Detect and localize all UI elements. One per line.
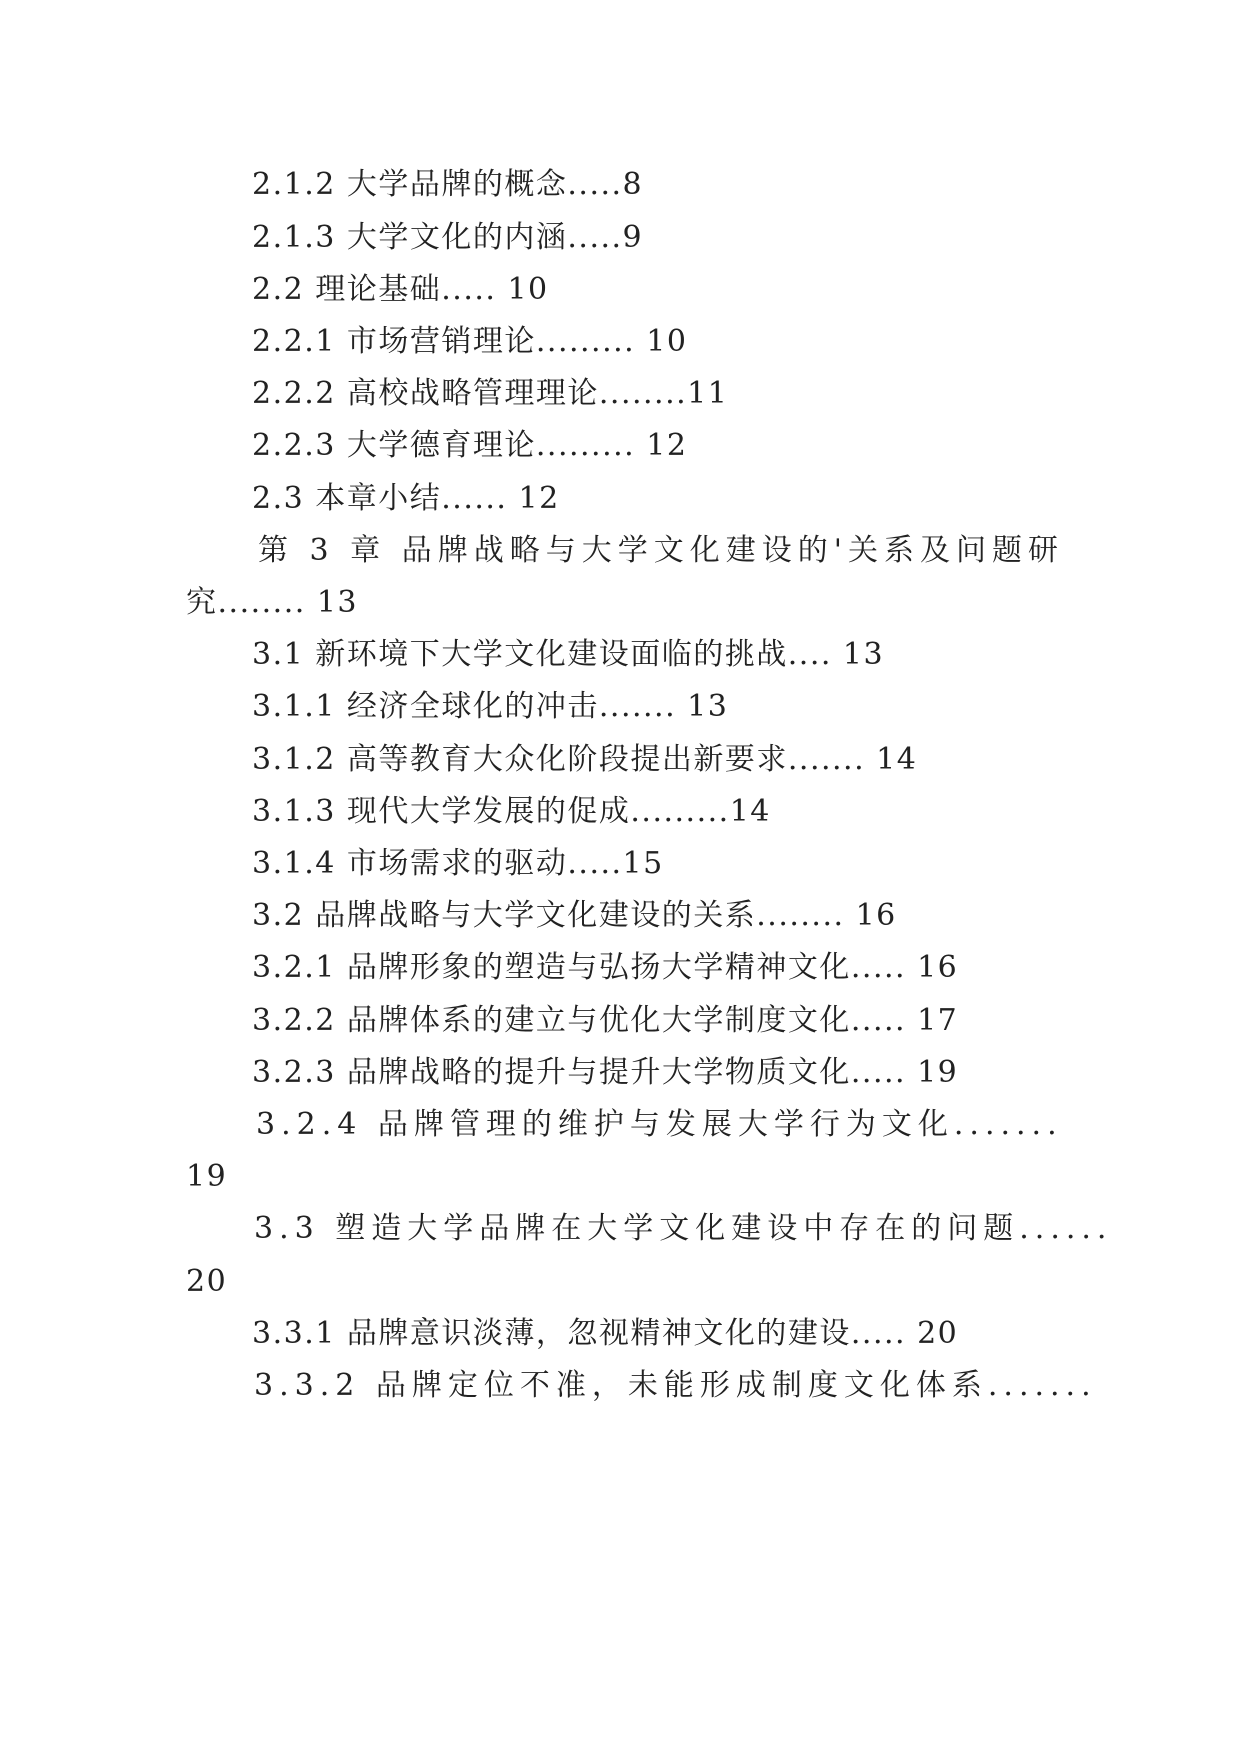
- toc-entry: 究........ 13: [186, 585, 358, 620]
- toc-entry: 第 3 章 品牌战略与大学文化建设的'关系及问题研: [258, 533, 1064, 568]
- toc-entry: 3.3.2 品牌定位不准，未能形成制度文化体系.......: [254, 1368, 1097, 1403]
- toc-entry: 3.2.2 品牌体系的建立与优化大学制度文化..... 17: [252, 1003, 959, 1038]
- toc-entry: 3.1.1 经济全球化的冲击....... 13: [252, 689, 729, 724]
- toc-entry: 2.1.2 大学品牌的概念.....8: [252, 167, 644, 202]
- toc-entry: 2.2 理论基础..... 10: [252, 272, 549, 307]
- toc-entry: 2.2.2 高校战略管理理论........11: [252, 376, 729, 411]
- toc-entry: 3.3 塑造大学品牌在大学文化建设中存在的问题......: [254, 1211, 1113, 1246]
- toc-entry: 3.1.2 高等教育大众化阶段提出新要求....... 14: [252, 742, 918, 777]
- toc-entry: 2.2.3 大学德育理论......... 12: [252, 428, 688, 463]
- toc-entry: 20: [186, 1264, 228, 1299]
- toc-entry: 3.2 品牌战略与大学文化建设的关系........ 16: [252, 898, 897, 933]
- toc-entry: 3.1 新环境下大学文化建设面临的挑战.... 13: [252, 637, 885, 672]
- toc-entry: 3.1.4 市场需求的驱动.....15: [252, 846, 664, 881]
- toc-entry: 2.1.3 大学文化的内涵.....9: [252, 220, 644, 255]
- toc-entry: 19: [186, 1159, 228, 1194]
- toc-entry: 3.2.4 品牌管理的维护与发展大学行为文化.......: [256, 1107, 1063, 1142]
- toc-entry: 3.2.1 品牌形象的塑造与弘扬大学精神文化..... 16: [252, 950, 959, 985]
- toc-entry: 3.1.3 现代大学发展的促成.........14: [252, 794, 771, 829]
- toc-entry: 2.3 本章小结...... 12: [252, 481, 560, 516]
- toc-entry: 3.2.3 品牌战略的提升与提升大学物质文化..... 19: [252, 1055, 959, 1090]
- toc-entry: 3.3.1 品牌意识淡薄，忽视精神文化的建设..... 20: [252, 1316, 959, 1351]
- toc-entry: 2.2.1 市场营销理论......... 10: [252, 324, 688, 359]
